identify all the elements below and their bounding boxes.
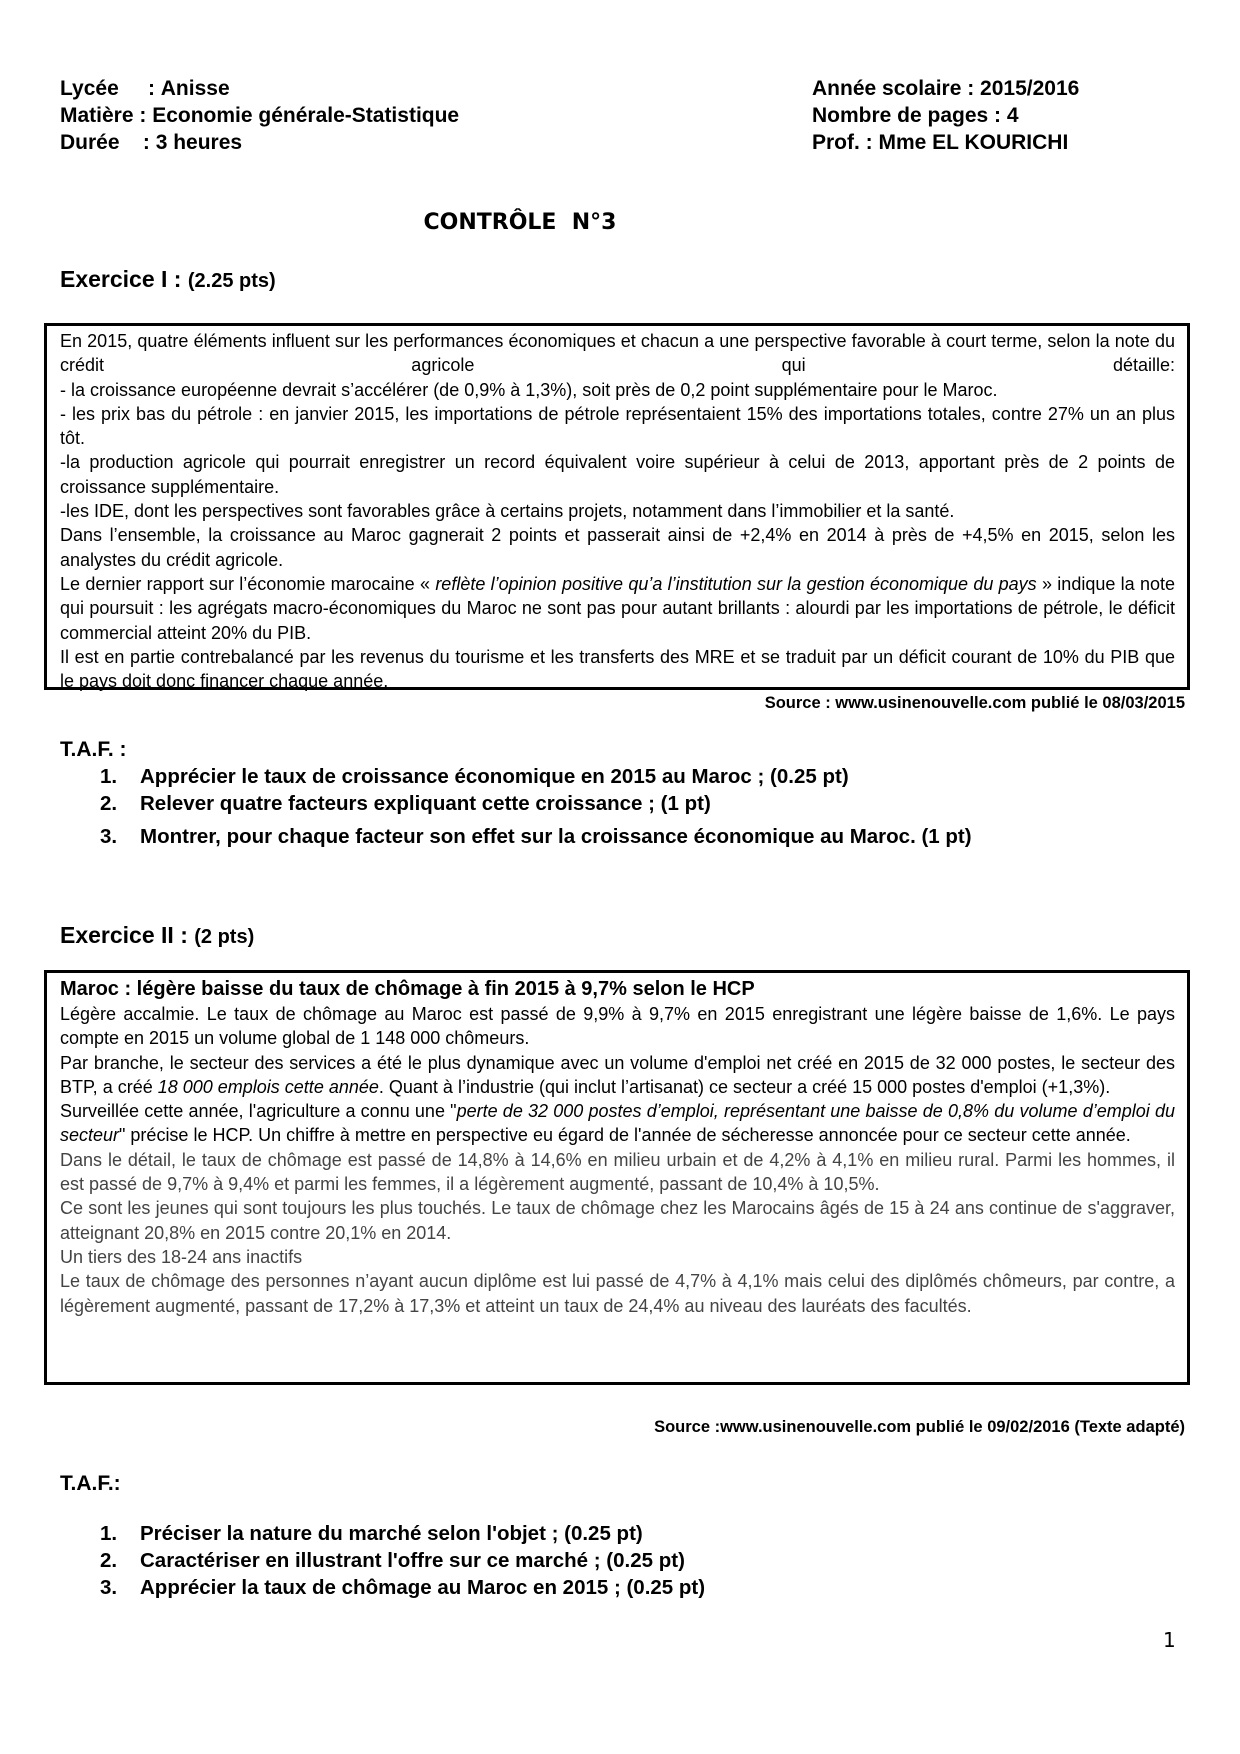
header-right xyxy=(812,75,1192,156)
question-item: 3. Montrer, pour chaque facteur son effet sur la croissance économique au Maroc. (1 pt) xyxy=(100,825,972,848)
page-number: 1 xyxy=(1163,1628,1176,1652)
ex1-paragraph: Il est en partie contrebalancé par les revenus du tourisme et les transferts des MRE et se traduit par un déficit courant de 10% du PIB que le pays doit donc financer chaque année. xyxy=(60,646,1175,692)
exercise-2-questions xyxy=(100,1520,705,1601)
exercise-2-taf-label: T.A.F.: xyxy=(60,1472,121,1495)
exercise-2-title: Exercice II : (2 pts) xyxy=(60,922,255,948)
header-matiere: Matière : Economie générale-Statistique xyxy=(60,104,460,127)
header-annee: Année scolaire : 2015/2016 xyxy=(812,77,1080,100)
ex1-paragraph: Le dernier rapport sur l’économie marocaine « reflète l’opinion positive qu’a l’institution sur la gestion économique du pays » indique la note qui poursuit : les agrégats macro-économiques du Maroc ne sont pas pour autant brillants : alourdi par les importations de pétrole, le déficit commercial atteint 20% du PIB. xyxy=(60,573,1176,643)
exercise-1-source: Source : www.usinenouvelle.com publié le 08/03/2015 xyxy=(764,694,1185,712)
ex1-paragraph: -la production agricole qui pourrait enregistrer un record équivalent voire supérieur à celui de 2013, apportant près de 2 points de croissance supplémentaire. xyxy=(60,452,1175,497)
ex2-heading: Maroc : légère baisse du taux de chômage à fin 2015 à 9,7% selon le HCP xyxy=(60,978,755,1000)
ex1-paragraph: - la croissance européenne devrait s’accélérer (de 0,9% à 1,3%), soit près de 0,2 point supplémentaire pour le Maroc. xyxy=(60,379,998,400)
question-item: 1. Apprécier le taux de croissance économique en 2015 au Maroc ; (0.25 pt) xyxy=(100,765,849,788)
question-item: 2. Caractériser en illustrant l'offre sur ce marché ; (0.25 pt) xyxy=(100,1549,685,1572)
header-pages: Nombre de pages : 4 xyxy=(812,104,1019,127)
ex1-paragraph: -les IDE, dont les perspectives sont favorables grâce à certains projets, notamment dans l’immobilier et la santé. xyxy=(60,501,955,522)
exercise-1-questions xyxy=(100,763,972,850)
exercise-2-source: Source :www.usinenouvelle.com publié le 09/02/2016 (Texte adapté) xyxy=(654,1418,1185,1436)
ex2-paragraph: Surveillée cette année, l'agriculture a connu une "perte de 32 000 postes d’emploi, représentant une baisse de 0,8% du volume d’emploi du secteur" précise le HCP. Un chiffre à mettre en perspective eu égard de l'année de sécheresse annoncée pour ce secteur cette année. xyxy=(60,1101,1175,1146)
exercise-1-text-box xyxy=(44,323,1190,690)
ex2-paragraph: Dans le détail, le taux de chômage est passé de 14,8% à 14,6% en milieu urbain et de 4,2% à 4,1% en milieu rural. Parmi les hommes, il est passé de 9,7% à 9,4% et parmi les femmes, il a légèrement augmenté, passant de 10,4% à 10,5%. xyxy=(60,1149,1175,1195)
ex2-paragraph: Légère accalmie. Le taux de chômage au Maroc est passé de 9,9% à 9,7% en 2015 enregistrant une légère baisse de 1,6%. Le pays compte en 2015 un volume global de 1 148 000 chômeurs. xyxy=(60,1004,1175,1049)
header-lycee: Lycée : Anisse xyxy=(60,77,230,100)
ex2-paragraph: Un tiers des 18-24 ans inactifs xyxy=(60,1246,303,1267)
exercise-2-text-box xyxy=(44,970,1190,1385)
ex1-paragraph: En 2015, quatre éléments influent sur les performances économiques et chacun a une perspective favorable à court terme, selon la note du crédit agricole qui détaille: xyxy=(60,331,1175,376)
ex2-paragraph: Ce sont les jeunes qui sont toujours les plus touchés. Le taux de chômage chez les Marocains âgés de 15 à 24 ans continue de s'aggraver, atteignant 20,8% en 2015 contre 20,1% en 2014. xyxy=(60,1198,1175,1243)
exercise-1-taf-label: T.A.F. : xyxy=(60,738,127,761)
ex2-paragraph: Par branche, le secteur des services a été le plus dynamique avec un volume d'emploi net créé en 2015 de 32 000 postes, le secteur des BTP, a créé 18 000 emplois cette année. Quant à l’industrie (qui inclut l’artisanat) ce secteur a créé 15 000 postes d'emploi (+1,3%). xyxy=(60,1052,1175,1097)
question-item: 3. Apprécier la taux de chômage au Maroc en 2015 ; (0.25 pt) xyxy=(100,1576,706,1599)
header-prof: Prof. : Mme EL KOURICHI xyxy=(812,131,1069,154)
exercise-1-title: Exercice I : (2.25 pts) xyxy=(60,266,276,292)
header-left xyxy=(60,75,660,156)
question-item: 1. Préciser la nature du marché selon l'objet ; (0.25 pt) xyxy=(100,1522,643,1545)
page-title: CONTRÔLE N°3 xyxy=(423,210,617,235)
header-duree: Durée : 3 heures xyxy=(60,131,243,154)
question-item: 2. Relever quatre facteurs expliquant cette croissance ; (1 pt) xyxy=(100,792,711,815)
ex1-paragraph: - les prix bas du pétrole : en janvier 2015, les importations de pétrole représentaient 15% des importations totales, contre 27% un an plus tôt. xyxy=(60,403,1175,449)
ex2-paragraph: Le taux de chômage des personnes n’ayant aucun diplôme est lui passé de 4,7% à 4,1% mais celui des diplômés chômeurs, par contre, a légèrement augmenté, passant de 17,2% à 17,3% et atteint un taux de 24,4% au niveau des lauréats des facultés. xyxy=(60,1271,1175,1316)
ex1-paragraph: Dans l’ensemble, la croissance au Maroc gagnerait 2 points et passerait ainsi de +2,4% en 2014 à près de +4,5% en 2015, selon les analystes du crédit agricole. xyxy=(60,525,1175,570)
